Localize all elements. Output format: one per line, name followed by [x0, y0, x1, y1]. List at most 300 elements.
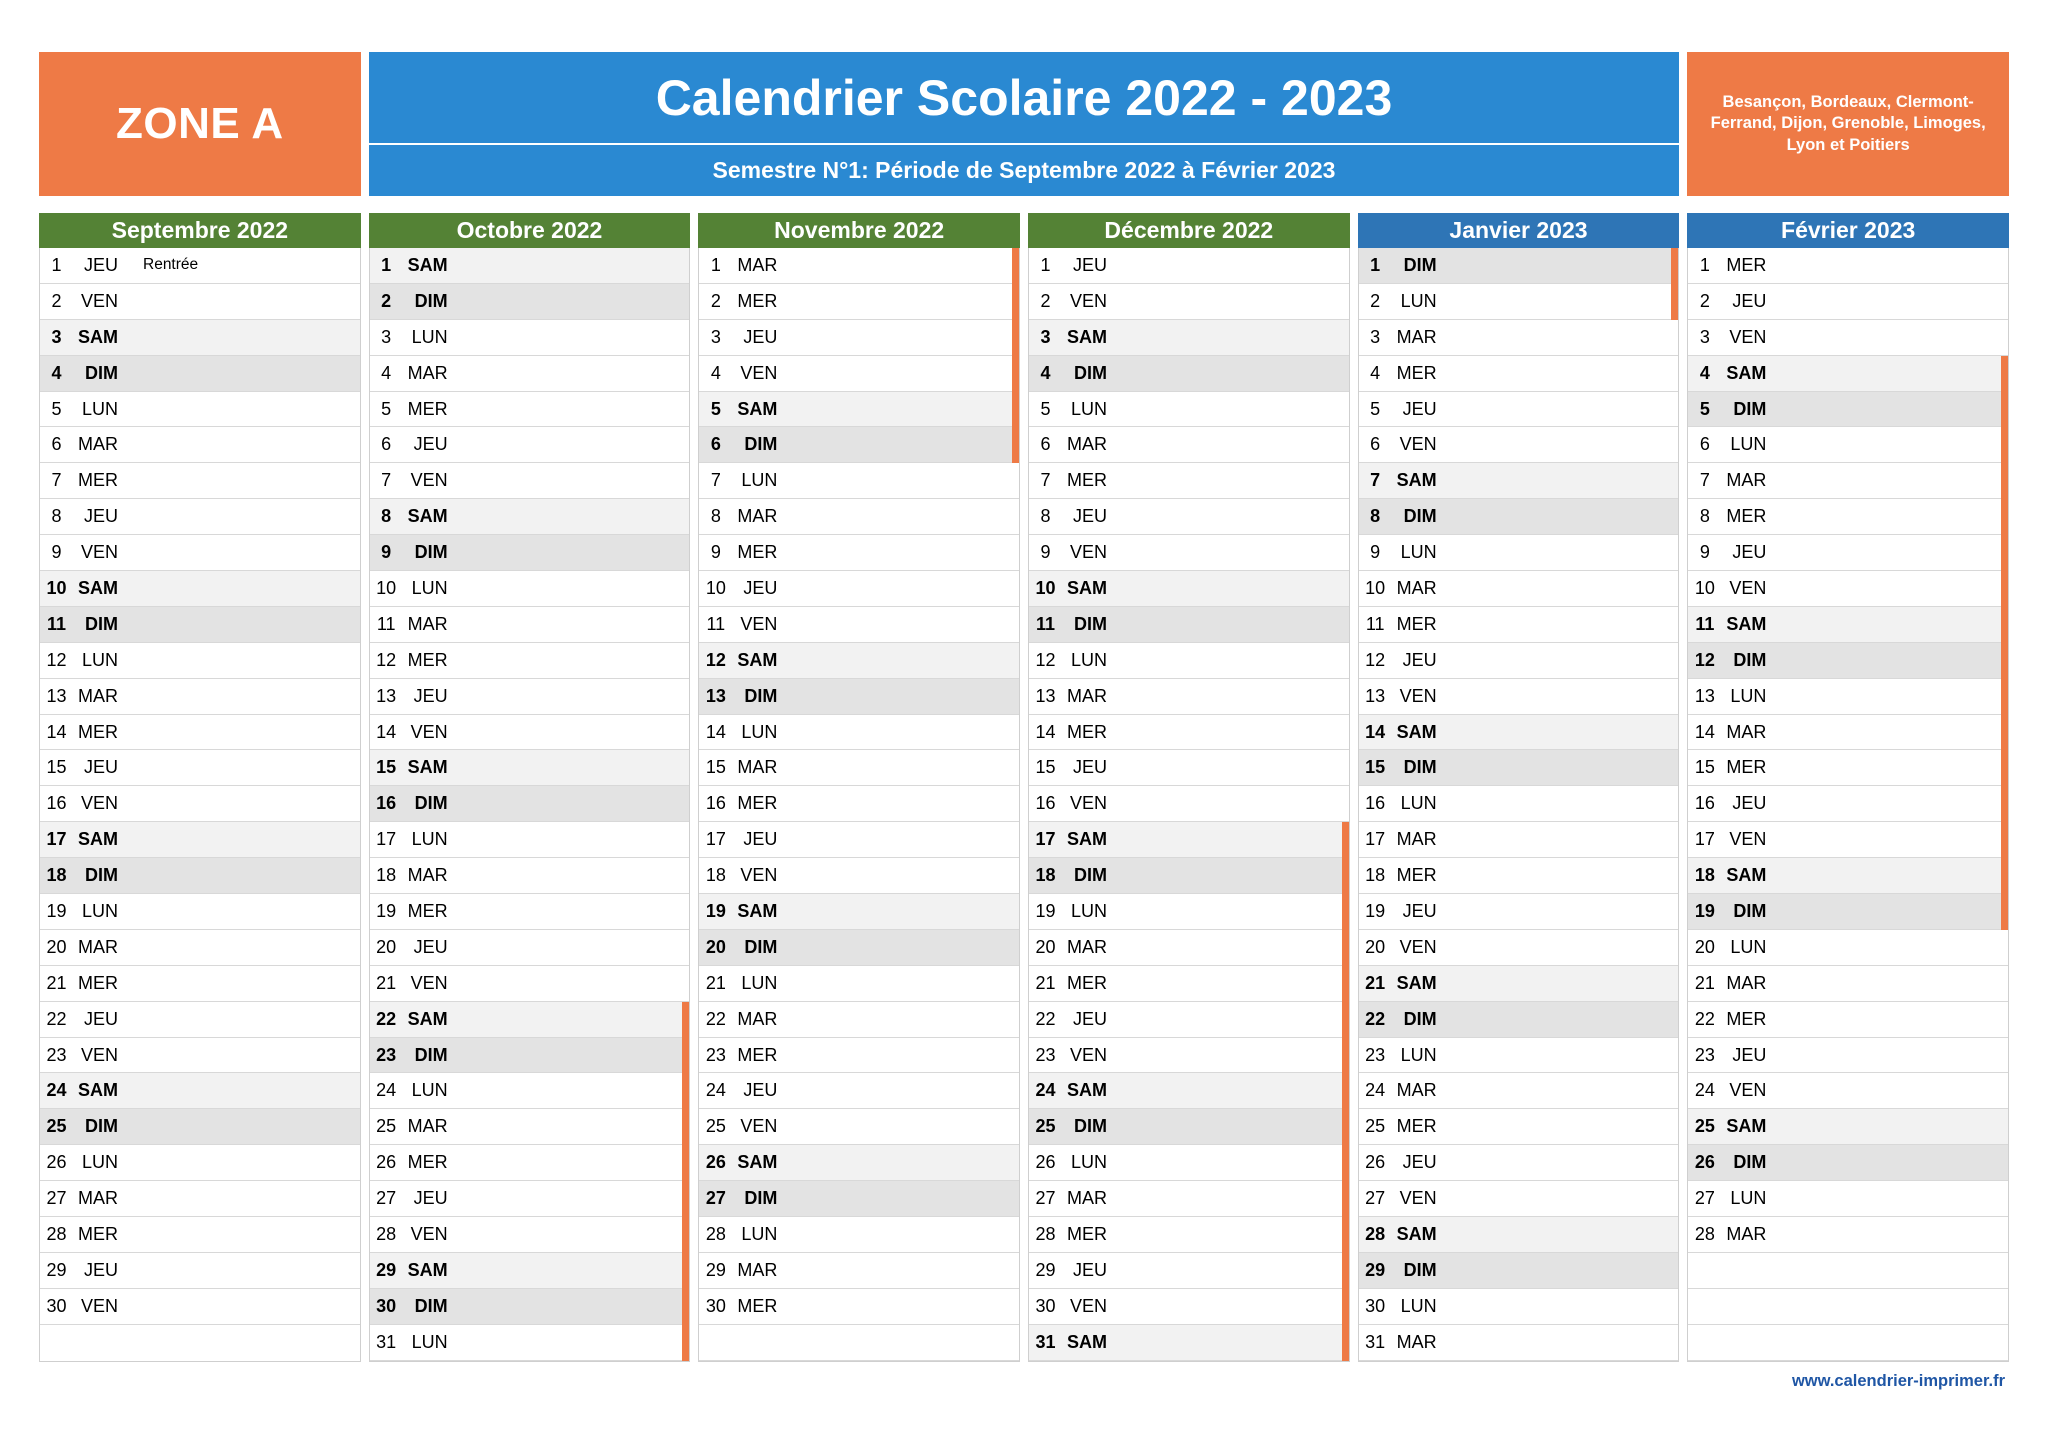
day-row — [699, 1217, 1019, 1253]
day-row — [370, 822, 690, 858]
day-number: 17 — [1694, 829, 1715, 850]
day-number: 15 — [1365, 757, 1386, 778]
day-of-week: JEU — [413, 685, 448, 706]
day-number: 10 — [1694, 577, 1715, 598]
day-number: 1 — [381, 254, 392, 275]
day-of-week: SAM — [1726, 865, 1767, 886]
day-row — [1029, 535, 1349, 571]
day-row — [370, 750, 690, 786]
day-row — [1029, 248, 1349, 284]
day-of-week: SAM — [78, 1080, 118, 1101]
calendar-title: Calendrier Scolaire 2022 - 2023 — [655, 69, 1393, 126]
day-row — [1029, 858, 1349, 894]
day-row — [1359, 858, 1679, 894]
day-number: 19 — [1035, 900, 1056, 921]
day-of-week: MER — [1726, 254, 1767, 275]
day-of-week: DIM — [414, 290, 448, 311]
day-number: 19 — [1694, 900, 1715, 921]
day-number: 2 — [1699, 290, 1710, 311]
day-row — [1359, 284, 1679, 320]
day-of-week: DIM — [414, 1295, 448, 1316]
day-row — [1359, 463, 1679, 499]
day-of-week: MER — [1726, 506, 1767, 527]
day-number: 1 — [710, 254, 721, 275]
day-number: 26 — [1035, 1152, 1056, 1173]
day-number: 23 — [1365, 1044, 1386, 1065]
day-of-week: MER — [1066, 721, 1107, 742]
month-header: Février 2023 — [1687, 213, 2009, 248]
day-of-week: MAR — [407, 1116, 448, 1137]
day-of-week: VEN — [740, 865, 778, 886]
day-of-week: LUN — [411, 326, 448, 347]
day-row — [1359, 427, 1679, 463]
day-of-week: VEN — [1729, 326, 1767, 347]
month-header: Janvier 2023 — [1358, 213, 1680, 248]
day-of-week: MER — [407, 398, 448, 419]
day-number: 4 — [1370, 362, 1381, 383]
website-link[interactable]: www.calendrier-imprimer.fr — [1791, 1372, 2005, 1390]
day-of-week: VEN — [410, 470, 448, 491]
day-of-week: SAM — [407, 506, 448, 527]
day-number: 3 — [381, 326, 392, 347]
day-of-week: LUN — [81, 1152, 118, 1173]
day-number: 18 — [1365, 865, 1386, 886]
day-of-week: VEN — [1069, 290, 1107, 311]
day-number: 11 — [376, 613, 396, 634]
day-row — [1029, 607, 1349, 643]
day-number: 1 — [1370, 254, 1381, 275]
day-number: 25 — [376, 1116, 397, 1137]
day-of-week: MER — [1066, 1223, 1107, 1244]
day-row — [699, 750, 1019, 786]
day-row — [699, 1073, 1019, 1109]
day-row — [699, 786, 1019, 822]
day-number: 25 — [1035, 1116, 1056, 1137]
day-of-week: DIM — [1073, 613, 1107, 634]
day-of-week: SAM — [737, 900, 778, 921]
day-row — [1359, 750, 1679, 786]
day-number: 4 — [1040, 362, 1051, 383]
day-row — [370, 284, 690, 320]
month-column — [39, 213, 361, 1362]
day-number: 7 — [710, 470, 721, 491]
month-days — [369, 248, 691, 1362]
day-number: 10 — [46, 577, 67, 598]
day-of-week: MAR — [78, 685, 118, 706]
day-of-week: LUN — [1070, 1152, 1107, 1173]
day-of-week: VEN — [740, 362, 778, 383]
day-row — [699, 1002, 1019, 1038]
day-number: 26 — [1365, 1152, 1386, 1173]
day-of-week: VEN — [80, 542, 118, 563]
day-row — [1029, 894, 1349, 930]
day-of-week: LUN — [1070, 649, 1107, 670]
calendar-banner — [39, 52, 2009, 196]
day-number: 28 — [376, 1223, 397, 1244]
day-number: 22 — [1365, 1008, 1386, 1029]
day-of-week: JEU — [413, 434, 448, 455]
day-row — [40, 679, 360, 715]
day-of-week: SAM — [737, 398, 778, 419]
day-of-week: MAR — [1726, 1223, 1767, 1244]
day-number: 30 — [1365, 1295, 1386, 1316]
day-of-week: LUN — [1400, 1044, 1437, 1065]
vacation-bar — [1012, 248, 1019, 463]
day-number: 8 — [51, 506, 62, 527]
day-row — [1029, 392, 1349, 428]
day-row — [699, 822, 1019, 858]
day-of-week: SAM — [1396, 972, 1437, 993]
day-of-week: VEN — [80, 793, 118, 814]
day-row — [40, 535, 360, 571]
day-number: 2 — [1040, 290, 1051, 311]
day-of-week: LUN — [411, 1331, 448, 1352]
day-number: 27 — [376, 1188, 397, 1209]
day-of-week: VEN — [1399, 936, 1437, 957]
day-of-week: SAM — [407, 1259, 448, 1280]
day-number: 19 — [1365, 900, 1386, 921]
day-row — [370, 1325, 690, 1361]
day-number: 25 — [1694, 1116, 1715, 1137]
day-row — [1688, 1145, 2008, 1181]
day-number: 5 — [51, 398, 62, 419]
day-of-week: VEN — [1729, 1080, 1767, 1101]
day-row — [40, 715, 360, 751]
day-number: 4 — [51, 362, 62, 383]
day-number: 16 — [376, 793, 397, 814]
day-number: 11 — [46, 613, 67, 634]
day-of-week: LUN — [1400, 1295, 1437, 1316]
day-number: 28 — [1694, 1223, 1715, 1244]
day-number: 22 — [46, 1008, 67, 1029]
day-row — [370, 392, 690, 428]
month-column — [1358, 213, 1680, 1362]
day-of-week: JEU — [83, 757, 118, 778]
day-row — [1359, 930, 1679, 966]
day-number: 29 — [46, 1259, 67, 1280]
day-number: 17 — [1365, 829, 1386, 850]
day-of-week: MAR — [1396, 829, 1437, 850]
day-number: 25 — [46, 1116, 67, 1137]
day-of-week: LUN — [741, 1223, 778, 1244]
day-number: 27 — [1365, 1188, 1386, 1209]
day-number: 7 — [1699, 470, 1710, 491]
day-row — [1029, 1325, 1349, 1361]
day-number: 17 — [705, 829, 726, 850]
day-number: 14 — [1035, 721, 1056, 742]
day-number: 30 — [46, 1295, 67, 1316]
day-row — [699, 392, 1019, 428]
day-row — [1029, 356, 1349, 392]
day-number: 24 — [1694, 1080, 1715, 1101]
day-of-week: MER — [737, 1044, 778, 1065]
day-of-week: VEN — [740, 1116, 778, 1137]
day-row — [1688, 248, 2008, 284]
day-row — [1688, 392, 2008, 428]
day-of-week: VEN — [1399, 434, 1437, 455]
day-row — [40, 822, 360, 858]
day-of-week: JEU — [413, 1188, 448, 1209]
day-number: 2 — [381, 290, 392, 311]
day-number: 28 — [705, 1223, 726, 1244]
day-row — [699, 248, 1019, 284]
day-row — [40, 966, 360, 1002]
day-row — [699, 284, 1019, 320]
month-header: Novembre 2022 — [698, 213, 1020, 248]
day-number: 21 — [1365, 972, 1386, 993]
day-number: 20 — [1365, 936, 1386, 957]
day-of-week: LUN — [1400, 290, 1437, 311]
day-number: 10 — [1035, 577, 1056, 598]
day-number: 20 — [1035, 936, 1056, 957]
day-number: 16 — [1035, 793, 1056, 814]
day-number: 21 — [705, 972, 726, 993]
day-of-week: DIM — [1073, 362, 1107, 383]
day-row — [1029, 1038, 1349, 1074]
day-number: 7 — [51, 470, 62, 491]
day-row — [370, 1181, 690, 1217]
month-header: Octobre 2022 — [369, 213, 691, 248]
day-row — [370, 248, 690, 284]
day-row — [370, 320, 690, 356]
day-number: 6 — [51, 434, 62, 455]
day-of-week: SAM — [407, 1008, 448, 1029]
day-number: 12 — [1365, 649, 1386, 670]
day-row — [1688, 463, 2008, 499]
day-number: 24 — [376, 1080, 397, 1101]
day-row — [1359, 1217, 1679, 1253]
day-number: 2 — [1370, 290, 1381, 311]
day-of-week: JEU — [743, 829, 778, 850]
day-of-week: MAR — [737, 757, 778, 778]
day-of-week: DIM — [85, 1116, 118, 1137]
day-number: 5 — [1370, 398, 1381, 419]
day-number: 18 — [376, 865, 397, 886]
day-row — [40, 607, 360, 643]
day-row — [1688, 822, 2008, 858]
day-of-week: SAM — [78, 577, 118, 598]
day-of-week: SAM — [1726, 613, 1767, 634]
day-number: 22 — [376, 1008, 397, 1029]
day-of-week: DIM — [1733, 398, 1767, 419]
day-number: 11 — [706, 613, 726, 634]
day-number: 18 — [1035, 865, 1056, 886]
day-of-week: SAM — [78, 829, 118, 850]
day-of-week: JEU — [1732, 1044, 1767, 1065]
day-of-week: DIM — [1403, 1008, 1437, 1029]
day-row — [40, 1038, 360, 1074]
day-row — [1029, 427, 1349, 463]
day-row — [370, 427, 690, 463]
day-row — [1029, 1253, 1349, 1289]
day-row — [699, 643, 1019, 679]
day-number: 3 — [1699, 326, 1710, 347]
day-of-week: SAM — [1726, 362, 1767, 383]
day-row — [699, 1038, 1019, 1074]
month-column — [369, 213, 691, 1362]
day-of-week: MER — [407, 900, 448, 921]
day-number: 9 — [1040, 542, 1051, 563]
day-of-week: MER — [737, 290, 778, 311]
month-days — [1687, 248, 2009, 1362]
day-of-week: MAR — [1066, 685, 1107, 706]
day-number: 6 — [1370, 434, 1381, 455]
day-number: 14 — [376, 721, 397, 742]
day-row — [699, 715, 1019, 751]
day-row — [1688, 607, 2008, 643]
day-of-week: VEN — [1069, 1295, 1107, 1316]
day-of-week: MAR — [78, 434, 118, 455]
day-number: 22 — [705, 1008, 726, 1029]
day-of-week: VEN — [410, 721, 448, 742]
day-number: 15 — [1694, 757, 1715, 778]
day-row — [370, 1002, 690, 1038]
day-row — [1359, 679, 1679, 715]
day-of-week: JEU — [1072, 506, 1107, 527]
day-number: 30 — [1035, 1295, 1056, 1316]
day-number: 14 — [1694, 721, 1715, 742]
day-row — [1688, 966, 2008, 1002]
day-of-week: VEN — [1069, 1044, 1107, 1065]
day-number: 16 — [705, 793, 726, 814]
vacation-bar — [1342, 822, 1349, 1361]
day-of-week: LUN — [1730, 1188, 1767, 1209]
day-of-week: JEU — [1402, 900, 1437, 921]
day-of-week: MER — [78, 1223, 118, 1244]
day-row — [699, 679, 1019, 715]
day-number: 3 — [51, 326, 62, 347]
day-row — [370, 930, 690, 966]
day-row — [1029, 571, 1349, 607]
day-number: 5 — [1699, 398, 1710, 419]
day-row — [1688, 930, 2008, 966]
day-of-week: SAM — [737, 649, 778, 670]
day-number: 14 — [1365, 721, 1386, 742]
day-of-week: MER — [78, 972, 118, 993]
day-number: 28 — [1365, 1223, 1386, 1244]
day-number: 5 — [710, 398, 721, 419]
day-of-week: MAR — [407, 865, 448, 886]
day-row — [1359, 715, 1679, 751]
day-of-week: SAM — [1066, 577, 1107, 598]
day-number: 23 — [376, 1044, 397, 1065]
vacation-bar — [2001, 356, 2008, 930]
day-of-week: DIM — [1403, 757, 1437, 778]
day-of-week: MAR — [1396, 1080, 1437, 1101]
day-of-week: MAR — [1726, 470, 1767, 491]
day-number: 31 — [1365, 1331, 1386, 1352]
day-of-week: DIM — [414, 793, 448, 814]
day-of-week: LUN — [1400, 542, 1437, 563]
day-of-week: JEU — [1402, 398, 1437, 419]
day-row — [1688, 894, 2008, 930]
day-number: 22 — [1694, 1008, 1715, 1029]
day-of-week: VEN — [1069, 542, 1107, 563]
day-of-week: VEN — [740, 613, 778, 634]
day-of-week: JEU — [743, 577, 778, 598]
day-number: 9 — [1370, 542, 1381, 563]
day-of-week: MAR — [737, 1259, 778, 1280]
day-number: 11 — [1035, 613, 1055, 634]
day-number: 20 — [46, 936, 67, 957]
day-row — [1029, 499, 1349, 535]
day-number: 7 — [1370, 470, 1381, 491]
day-number: 27 — [1694, 1188, 1715, 1209]
day-row — [40, 1002, 360, 1038]
day-number: 29 — [705, 1259, 726, 1280]
day-of-week: MER — [737, 793, 778, 814]
day-row — [1359, 1073, 1679, 1109]
day-number: 28 — [1035, 1223, 1056, 1244]
day-of-week: MAR — [407, 362, 448, 383]
day-number: 7 — [381, 470, 392, 491]
title-banner — [369, 52, 1680, 196]
day-of-week: SAM — [1726, 1116, 1767, 1137]
day-number: 3 — [710, 326, 721, 347]
day-row — [1688, 427, 2008, 463]
day-of-week: LUN — [81, 398, 118, 419]
day-row — [699, 1181, 1019, 1217]
day-of-week: MER — [1066, 972, 1107, 993]
day-number: 30 — [376, 1295, 397, 1316]
day-number: 8 — [381, 506, 392, 527]
day-row — [40, 930, 360, 966]
day-row — [370, 571, 690, 607]
day-row — [1359, 499, 1679, 535]
day-of-week: DIM — [414, 542, 448, 563]
day-number: 15 — [705, 757, 726, 778]
day-number: 10 — [705, 577, 726, 598]
day-of-week: MAR — [1726, 721, 1767, 742]
zone-badge — [39, 52, 361, 196]
day-row — [699, 320, 1019, 356]
day-number: 8 — [1370, 506, 1381, 527]
day-row — [1688, 284, 2008, 320]
day-number: 24 — [1365, 1080, 1386, 1101]
day-of-week: VEN — [410, 972, 448, 993]
day-of-week: SAM — [1396, 721, 1437, 742]
day-number: 25 — [705, 1116, 726, 1137]
day-number: 21 — [46, 972, 67, 993]
day-row — [40, 356, 360, 392]
day-row — [40, 1109, 360, 1145]
day-number: 23 — [46, 1044, 67, 1065]
day-number: 15 — [46, 757, 67, 778]
day-of-week: LUN — [741, 972, 778, 993]
day-row — [1359, 1145, 1679, 1181]
day-number: 29 — [376, 1259, 397, 1280]
day-number: 26 — [1694, 1152, 1715, 1173]
month-days — [698, 248, 1020, 1362]
day-number: 12 — [376, 649, 397, 670]
zone-label: ZONE A — [116, 99, 284, 148]
day-of-week: LUN — [1730, 685, 1767, 706]
day-row — [1688, 679, 2008, 715]
day-row — [1029, 1109, 1349, 1145]
day-row — [370, 858, 690, 894]
day-row — [1688, 356, 2008, 392]
day-row — [1029, 320, 1349, 356]
day-of-week: MER — [1396, 865, 1437, 886]
day-row — [370, 894, 690, 930]
day-of-week: LUN — [1400, 793, 1437, 814]
day-number: 21 — [1035, 972, 1056, 993]
day-of-week: LUN — [411, 1080, 448, 1101]
day-of-week: JEU — [1402, 1152, 1437, 1173]
day-of-week: JEU — [83, 1008, 118, 1029]
day-of-week: MAR — [1066, 434, 1107, 455]
day-row — [40, 1217, 360, 1253]
